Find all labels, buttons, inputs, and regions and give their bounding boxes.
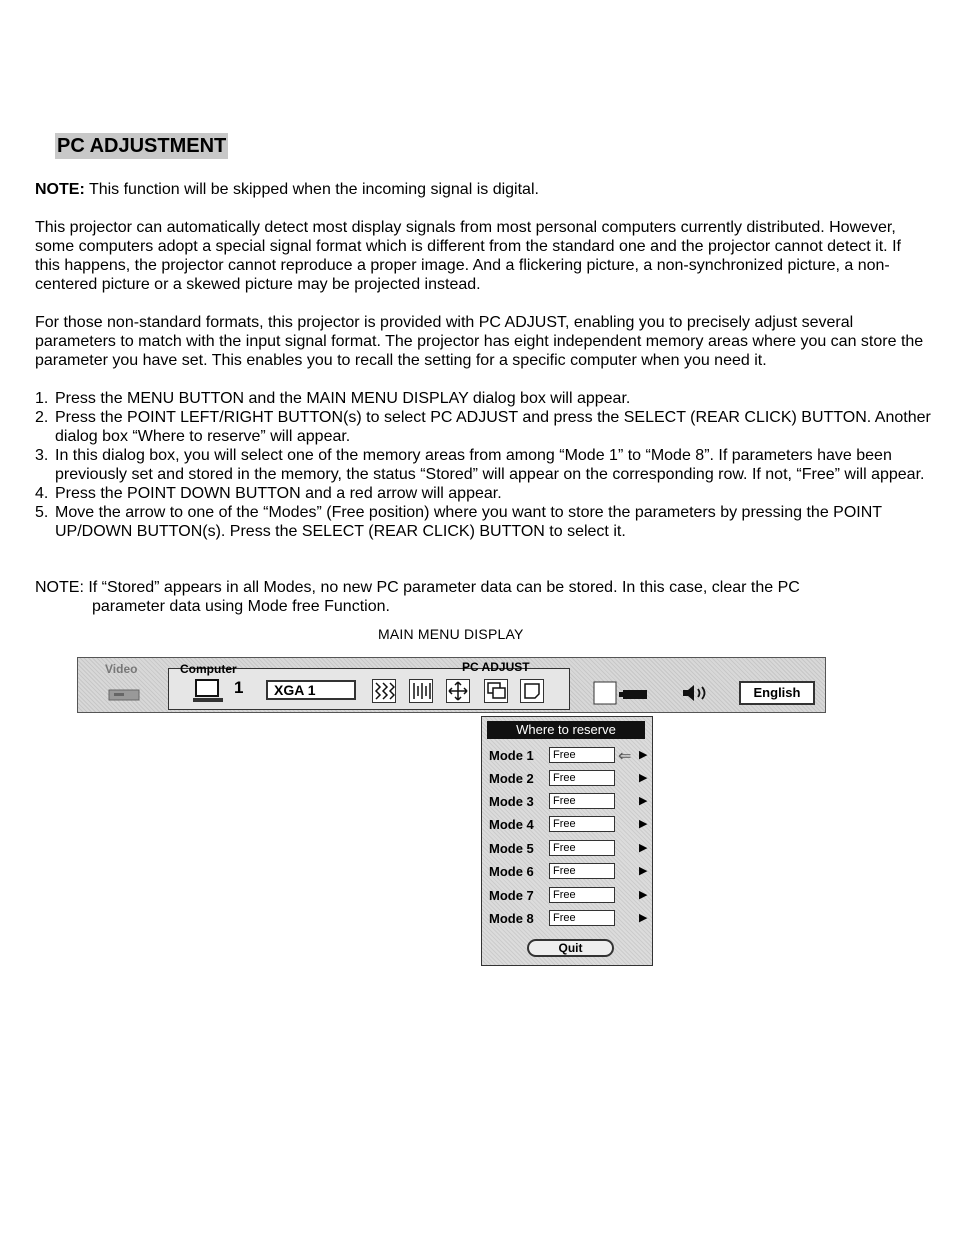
language-button[interactable]: English — [739, 681, 815, 705]
row-arrow-icon: ▶ — [639, 818, 648, 830]
mode-status: Free — [549, 816, 615, 832]
fine-sync-icon[interactable] — [372, 679, 396, 703]
selection-arrow-icon: ⇐ — [618, 748, 632, 765]
row-arrow-icon: ▶ — [639, 795, 648, 807]
note-label: NOTE: — [35, 181, 85, 198]
formats-paragraph: For those non-standard formats, this projector is provided with PC ADJUST, enabling you to precisely adjust several parameters to match with the input signal format. The projector has eight independent memory areas where you can store the parameter you have set. This enables you to recall the setting for a specific computer when you need it. — [35, 314, 924, 369]
row-arrow-icon: ▶ — [639, 912, 648, 924]
mode-row[interactable]: Mode 2 Free ▶ — [489, 771, 648, 786]
input-number: 1 — [234, 678, 244, 697]
mode-status: Free — [549, 770, 615, 786]
mode-status: Free — [549, 793, 615, 809]
row-arrow-icon: ▶ — [639, 772, 648, 784]
mode-status: Free — [549, 840, 615, 856]
step-item: 1. Press the MENU BUTTON and the MAIN MENU DISPLAY dialog box will appear. — [35, 390, 631, 407]
mode-row[interactable]: Mode 7 Free ▶ — [489, 888, 648, 903]
mode-row[interactable]: Mode 8 Free ▶ — [489, 911, 648, 926]
step-item: 2. Press the POINT LEFT/RIGHT BUTTON(s) to select PC ADJUST and press the SELECT (REAR CLICK) BUTTON. Another dialog box “Where to reserve” will appear. — [35, 409, 931, 445]
total-dots-icon[interactable] — [409, 679, 433, 703]
mode-status: Free — [549, 747, 615, 763]
row-arrow-icon: ▶ — [639, 749, 648, 761]
step-item: 5. Move the arrow to one of the “Modes” (Free position) where you want to store the parameters by pressing the POINT UP/DOWN BUTTON(s). Press the SELECT (REAR CLICK) BUTTON to select it. — [35, 504, 882, 540]
quit-button[interactable]: Quit — [527, 939, 614, 957]
mode-row[interactable]: Mode 6 Free ▶ — [489, 864, 648, 879]
note-stored: NOTE: If “Stored” appears in all Modes, no new PC parameter data can be stored. In this case, clear the PC parameter data using Mode free Function. — [35, 579, 800, 615]
mode-row[interactable]: Mode 3 Free ▶ — [489, 794, 648, 809]
note-paragraph — [35, 180, 925, 199]
screen-icon[interactable] — [593, 681, 653, 712]
dialog-title: Where to reserve — [487, 721, 645, 739]
mode-row[interactable]: Mode 5 Free ▶ — [489, 841, 648, 856]
mode-row[interactable]: Mode 1 Free ⇐ ▶ — [489, 748, 648, 765]
tab-pc-adjust[interactable]: PC ADJUST — [462, 660, 530, 674]
mode-status: Free — [549, 910, 615, 926]
sound-icon[interactable] — [681, 682, 713, 709]
mode-status: Free — [549, 887, 615, 903]
computer-icon — [193, 678, 225, 709]
row-arrow-icon: ▶ — [639, 842, 648, 854]
step-item: 3. In this dialog box, you will select one of the memory areas from among “Mode 1” to “Mode 8”. If parameters have been previously set and stored in the memory, the status “Stored” will appear on the corresponding row. If not, “Free” will appear. — [35, 447, 925, 483]
step-item: 4. Press the POINT DOWN BUTTON and a red arrow will appear. — [35, 485, 502, 502]
row-arrow-icon: ▶ — [639, 889, 648, 901]
window-icon[interactable] — [484, 679, 508, 703]
vcr-icon — [108, 686, 140, 709]
mode-row[interactable]: Mode 4 Free ▶ — [489, 817, 648, 832]
intro-paragraph: This projector can automatically detect most display signals from most personal computers currently distributed. However, some computers adopt a special signal format which is different from the standard one and the projector cannot detect it. If this happens, the projector cannot reproduce a proper image. And a flickering picture, a non-synchronized picture, a non-centered picture or a skewed picture may be projected instead. — [35, 219, 901, 293]
steps-list — [35, 389, 935, 541]
section-heading: PC ADJUSTMENT — [57, 135, 227, 157]
mode-free-icon[interactable] — [520, 679, 544, 703]
mode-status: Free — [549, 863, 615, 879]
note-text: This function will be skipped when the incoming signal is digital. — [84, 181, 539, 198]
position-icon[interactable] — [446, 679, 470, 703]
tab-computer[interactable]: Computer — [180, 662, 237, 676]
mode-name-field[interactable]: XGA 1 — [266, 680, 356, 700]
figure-caption: MAIN MENU DISPLAY — [378, 626, 524, 642]
row-arrow-icon: ▶ — [639, 865, 648, 877]
tab-video[interactable]: Video — [105, 662, 138, 676]
